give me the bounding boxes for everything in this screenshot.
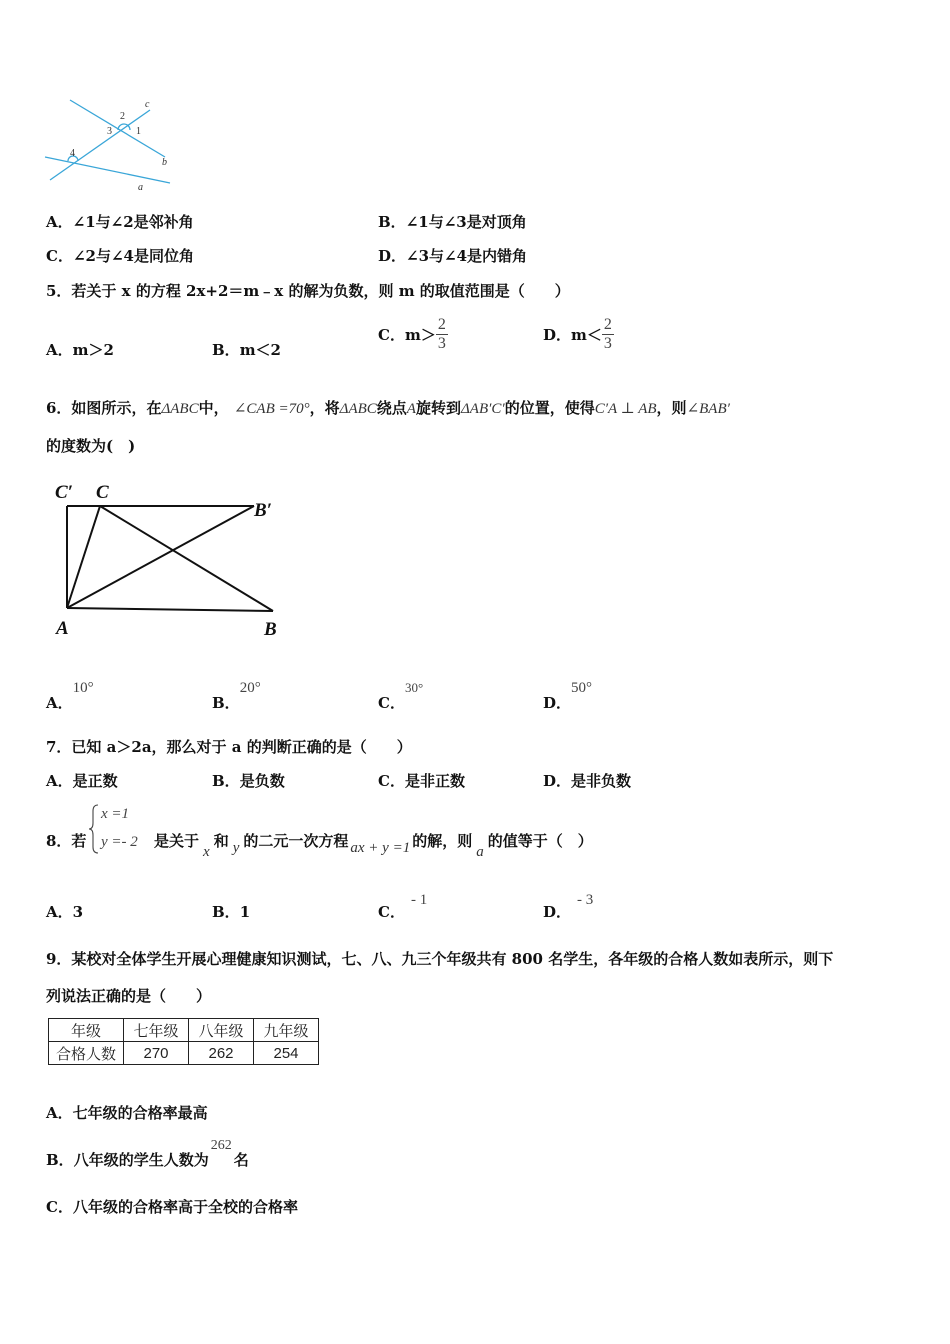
table-cell: 262 (189, 1042, 254, 1065)
math-point: A (406, 401, 416, 417)
option-text: 是负数 (239, 772, 285, 790)
table-cell: 合格人数 (49, 1042, 124, 1065)
option-text: 是非负数 (571, 772, 632, 790)
math-triangle: ΔAB′C′ (460, 401, 505, 417)
q7-option-b[interactable] (212, 770, 285, 791)
math-a: a (476, 844, 484, 860)
label-c: C (96, 482, 109, 503)
option-text: 1 (239, 903, 251, 921)
text-segment: 旋转到 (415, 399, 461, 417)
q4-option-a[interactable] (46, 211, 194, 232)
fraction-denominator: 3 (437, 335, 446, 352)
table-header-cell: 九年级 (254, 1019, 319, 1042)
option-text: m＞2 (72, 341, 114, 359)
option-letter: C． (378, 903, 405, 921)
option-letter: D． (543, 694, 572, 712)
option-prefix: m＞ (404, 326, 436, 344)
option-letter: B． (212, 694, 240, 712)
option-letter: A． (46, 213, 73, 231)
q5-option-b[interactable] (212, 339, 281, 360)
label-3: 3 (107, 126, 112, 137)
q7-option-c[interactable] (378, 770, 465, 791)
question-9-stem-line2: 列说法正确的是（ ） (46, 987, 212, 1005)
label-c: c (145, 99, 150, 110)
fraction (436, 316, 448, 353)
option-text: 是非正数 (404, 772, 465, 790)
option-letter: C． (378, 326, 405, 344)
label-c-prime: C′ (55, 482, 74, 503)
q7-option-a[interactable] (46, 770, 118, 791)
system-equation-2: y =- 2 (101, 834, 138, 850)
option-text: ∠1与∠2是邻补角 (72, 213, 194, 231)
q9-option-c[interactable] (46, 1196, 298, 1217)
line-b (50, 110, 150, 180)
option-letter: D． (543, 326, 572, 344)
q6-option-b[interactable] (212, 676, 261, 712)
text-segment: 绕点 (376, 399, 407, 417)
option-text: 八年级的学生人数为 (73, 1151, 209, 1169)
option-letter: D． (378, 247, 407, 265)
table-cell: 270 (124, 1042, 189, 1065)
question-7-stem: 7．已知 a＞2a，那么对于 a 的判断正确的是（ ） (46, 738, 412, 756)
option-letter: A． (46, 341, 73, 359)
math-angle: ∠BAB′ (686, 401, 730, 417)
option-value: 30° (404, 680, 424, 695)
option-letter: B． (46, 1151, 74, 1169)
option-text: 是正数 (72, 772, 118, 790)
text-segment: 是关于 (154, 832, 200, 850)
q9-option-a[interactable] (46, 1102, 208, 1123)
option-suffix: 名 (233, 1151, 249, 1169)
q7-option-d[interactable] (543, 770, 631, 791)
angle-lines-figure (40, 95, 180, 195)
table-header-cell: 七年级 (124, 1019, 189, 1042)
table-header-row (49, 1019, 319, 1042)
q8-option-a[interactable] (46, 901, 83, 922)
text-segment: 的位置，使得 (504, 399, 595, 417)
option-letter: A． (46, 772, 73, 790)
label-4: 4 (70, 148, 75, 159)
option-text: ∠3与∠4是内错角 (406, 247, 528, 265)
label-1: 1 (136, 126, 141, 137)
option-letter: A． (46, 903, 73, 921)
option-value: - 3 (577, 892, 594, 908)
option-letter: C． (378, 694, 405, 712)
line-c (70, 100, 165, 157)
math-triangle: ΔABC (161, 401, 199, 417)
option-letter: D． (543, 903, 572, 921)
label-b: B (264, 619, 277, 640)
q8-option-c[interactable] (378, 888, 428, 921)
option-letter: A． (46, 1104, 73, 1122)
option-letter: C． (378, 772, 405, 790)
option-letter: B． (212, 772, 240, 790)
label-b: b (162, 157, 167, 168)
question-8-prefix: 8．若 (46, 832, 87, 850)
text-segment: 的二元一次方程 (243, 832, 349, 850)
rotation-figure (50, 478, 290, 643)
math-x: x (203, 844, 210, 860)
q4-option-c[interactable] (46, 245, 194, 266)
q5-option-a[interactable] (46, 339, 114, 360)
option-letter: D． (543, 772, 572, 790)
q8-option-b[interactable] (212, 901, 250, 922)
option-text: 七年级的合格率最高 (72, 1104, 208, 1122)
option-prefix: m＜ (571, 326, 602, 344)
option-value: - 1 (410, 892, 428, 908)
math-perpendicular: C′A ⊥ AB (594, 401, 657, 417)
text-segment: 中， (198, 399, 229, 417)
math-y: y (232, 840, 240, 856)
text-segment: 6．如图所示，在 (46, 399, 162, 417)
option-letter: B． (212, 903, 240, 921)
system-brace (88, 803, 100, 855)
math-triangle: ΔABC (339, 401, 377, 417)
option-letter: B． (378, 213, 406, 231)
math-equation: ax + y =1 (350, 840, 411, 856)
option-letter: C． (46, 247, 73, 265)
q6-option-d[interactable] (543, 676, 593, 712)
q8-option-d[interactable] (543, 888, 594, 921)
fraction-numerator: 2 (603, 316, 612, 333)
label-a: a (138, 182, 143, 193)
option-text: ∠1与∠3是对顶角 (405, 213, 527, 231)
text-segment: ，将 (309, 399, 340, 417)
text-segment: 和 (213, 832, 229, 850)
option-text: ∠2与∠4是同位角 (72, 247, 194, 265)
option-text: 八年级的合格率高于全校的合格率 (72, 1198, 298, 1216)
fraction-numerator: 2 (437, 316, 446, 333)
grade-pass-table (48, 1018, 319, 1065)
q4-option-d[interactable] (378, 245, 527, 266)
option-value: 262 (210, 1138, 232, 1153)
q5-option-d[interactable] (543, 316, 614, 353)
math-angle: ∠CAB =70° (233, 401, 310, 417)
table-header-cell: 年级 (49, 1019, 124, 1042)
table-cell: 254 (254, 1042, 319, 1065)
question-5-stem: 5．若关于 x 的方程 2x+2＝m﹣x 的解为负数，则 m 的取值范围是（ ） (46, 282, 570, 300)
fraction-denominator: 3 (603, 335, 612, 352)
question-9-stem: 9．某校对全体学生开展心理健康知识测试，七、八、九三个年级共有 800 名学生，各年级的合格人数如表所示，则下 (46, 950, 834, 968)
table-header-cell: 八年级 (189, 1019, 254, 1042)
option-letter: B． (212, 341, 240, 359)
question-8-stem (154, 830, 593, 860)
q4-option-b[interactable] (378, 211, 527, 232)
text-segment: ，则 (656, 399, 687, 417)
label-b-prime: B′ (254, 500, 273, 521)
option-letter: A． (46, 694, 73, 712)
text-segment: 的值等于（ ） (487, 832, 593, 850)
table-row (49, 1042, 319, 1065)
q6-option-a[interactable] (46, 676, 94, 712)
label-a: A (56, 618, 69, 639)
option-text: m＜2 (239, 341, 281, 359)
option-text: 3 (72, 903, 84, 921)
question-6-stem-line2: 的度数为( ) (46, 437, 136, 455)
q9-option-b[interactable] (46, 1133, 249, 1169)
system-equation-1: x =1 (101, 806, 130, 822)
text-segment: 的解，则 (412, 832, 473, 850)
option-letter: C． (46, 1198, 73, 1216)
fraction (602, 316, 614, 353)
option-value: 10° (72, 680, 94, 696)
option-value: 50° (571, 680, 593, 696)
option-value: 20° (239, 680, 261, 696)
question-6-stem (46, 397, 730, 418)
q5-option-c[interactable] (378, 316, 448, 353)
label-2: 2 (120, 111, 125, 122)
q6-option-c[interactable] (378, 676, 424, 712)
